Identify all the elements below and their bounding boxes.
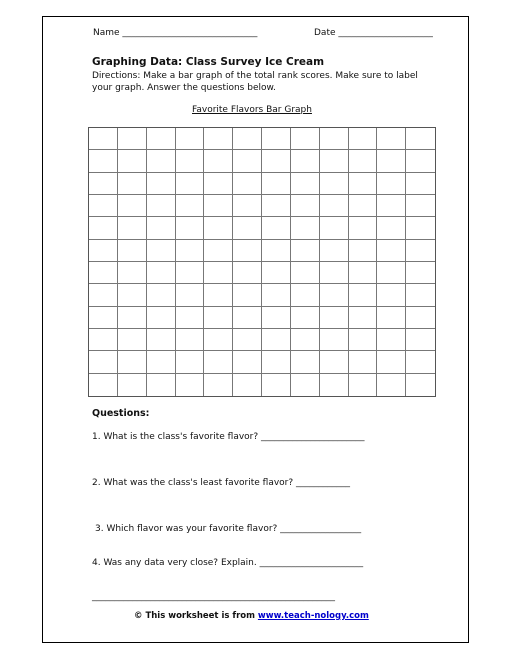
- grid-cell: [147, 217, 176, 239]
- grid-cell: [320, 262, 349, 284]
- grid-cell: [89, 307, 118, 329]
- grid-cell: [377, 173, 406, 195]
- grid-cell: [349, 128, 378, 150]
- grid-cell: [233, 128, 262, 150]
- grid-cell: [176, 351, 205, 373]
- grid-cell: [262, 240, 291, 262]
- grid-cell: [204, 128, 233, 150]
- questions-heading: Questions:: [92, 408, 150, 419]
- grid-cell: [406, 128, 435, 150]
- grid-cell: [118, 329, 147, 351]
- grid-cell: [349, 150, 378, 172]
- grid-cell: [320, 173, 349, 195]
- grid-cell: [377, 128, 406, 150]
- grid-cell: [233, 217, 262, 239]
- grid-cell: [291, 284, 320, 306]
- grid-cell: [147, 374, 176, 396]
- grid-cell: [204, 284, 233, 306]
- grid-cell: [233, 284, 262, 306]
- grid-cell: [176, 374, 205, 396]
- grid-cell: [233, 195, 262, 217]
- grid-cell: [118, 173, 147, 195]
- grid-cell: [291, 150, 320, 172]
- grid-cell: [406, 351, 435, 373]
- grid-cell: [262, 262, 291, 284]
- grid-cell: [176, 307, 205, 329]
- grid-cell: [147, 284, 176, 306]
- grid-cell: [204, 374, 233, 396]
- grid-cell: [349, 195, 378, 217]
- grid-cell: [118, 217, 147, 239]
- grid-cell: [291, 351, 320, 373]
- grid-cell: [349, 240, 378, 262]
- grid-cell: [118, 374, 147, 396]
- grid-cell: [147, 128, 176, 150]
- grid-cell: [89, 374, 118, 396]
- grid-cell: [377, 150, 406, 172]
- grid-cell: [406, 329, 435, 351]
- footer-credit: [134, 611, 369, 621]
- grid-cell: [320, 307, 349, 329]
- grid-cell: [291, 195, 320, 217]
- grid-cell: [406, 173, 435, 195]
- grid-cell: [262, 173, 291, 195]
- grid-cell: [349, 351, 378, 373]
- grid-cell: [262, 329, 291, 351]
- grid-cell: [377, 217, 406, 239]
- question-3: 3. Which flavor was your favorite flavor? __________________: [95, 524, 362, 534]
- grid-cell: [233, 329, 262, 351]
- grid-cell: [262, 150, 291, 172]
- grid-cell: [147, 351, 176, 373]
- grid-cell: [118, 351, 147, 373]
- grid-cell: [204, 307, 233, 329]
- question-1: 1. What is the class's favorite flavor? _______________________: [92, 432, 365, 442]
- grid-cell: [291, 307, 320, 329]
- grid-cell: [147, 173, 176, 195]
- grid-cell: [349, 217, 378, 239]
- grid-cell: [262, 284, 291, 306]
- grid-cell: [262, 217, 291, 239]
- grid-cell: [291, 173, 320, 195]
- grid-cell: [262, 195, 291, 217]
- grid-cell: [89, 262, 118, 284]
- grid-cell: [204, 217, 233, 239]
- grid-cell: [233, 173, 262, 195]
- grid-cell: [118, 307, 147, 329]
- grid-cell: [204, 173, 233, 195]
- date-field: Date _____________________: [314, 28, 433, 38]
- grid-cell: [204, 195, 233, 217]
- grid-cell: [176, 128, 205, 150]
- directions-text: Directions: Make a bar graph of the total rank scores. Make sure to label your graph. Answer the questions below.: [92, 71, 418, 93]
- grid-cell: [89, 329, 118, 351]
- grid-cell: [349, 374, 378, 396]
- grid-cell: [406, 307, 435, 329]
- grid-cell: [118, 128, 147, 150]
- grid-cell: [204, 240, 233, 262]
- grid-cell: [176, 217, 205, 239]
- grid-cell: [89, 173, 118, 195]
- grid-cell: [176, 195, 205, 217]
- worksheet-title: Graphing Data: Class Survey Ice Cream: [92, 56, 325, 68]
- grid-cell: [204, 262, 233, 284]
- grid-cell: [147, 240, 176, 262]
- question-4: 4. Was any data very close? Explain. _______________________: [92, 558, 364, 568]
- grid-cell: [377, 351, 406, 373]
- graph-title: Favorite Flavors Bar Graph: [192, 105, 312, 115]
- grid-cell: [233, 307, 262, 329]
- grid-cell: [233, 374, 262, 396]
- grid-cell: [377, 307, 406, 329]
- grid-cell: [291, 262, 320, 284]
- grid-cell: [291, 217, 320, 239]
- grid-cell: [377, 240, 406, 262]
- grid-cell: [406, 262, 435, 284]
- grid-cell: [89, 284, 118, 306]
- grid-cell: [320, 351, 349, 373]
- grid-cell: [147, 195, 176, 217]
- grid-cell: [118, 262, 147, 284]
- grid-cell: [204, 329, 233, 351]
- grid-cell: [320, 374, 349, 396]
- grid-cell: [89, 128, 118, 150]
- grid-cell: [147, 329, 176, 351]
- name-field: Name ______________________________: [93, 28, 258, 38]
- grid-cell: [233, 262, 262, 284]
- question-2: 2. What was the class's least favorite flavor? ____________: [92, 478, 351, 488]
- grid-cell: [349, 262, 378, 284]
- grid-cell: [233, 240, 262, 262]
- grid-cell: [118, 240, 147, 262]
- grid-cell: [262, 128, 291, 150]
- grid-cell: [377, 195, 406, 217]
- grid-cell: [349, 307, 378, 329]
- grid-cell: [406, 217, 435, 239]
- grid-cell: [233, 351, 262, 373]
- grid-cell: [320, 217, 349, 239]
- grid-cell: [118, 195, 147, 217]
- grid-cell: [176, 150, 205, 172]
- grid-cell: [406, 240, 435, 262]
- answer-line: ______________________________________________________: [92, 592, 335, 602]
- grid-cell: [262, 351, 291, 373]
- grid-cell: [291, 128, 320, 150]
- footer-link[interactable]: www.teach-nology.com: [257, 611, 369, 621]
- grid-cell: [176, 284, 205, 306]
- grid-cell: [320, 284, 349, 306]
- grid-cell: [176, 262, 205, 284]
- grid-cell: [262, 374, 291, 396]
- grid-cell: [320, 240, 349, 262]
- grid-cell: [89, 351, 118, 373]
- grid-cell: [89, 150, 118, 172]
- grid-cell: [118, 150, 147, 172]
- grid-cell: [291, 240, 320, 262]
- grid-cell: [262, 307, 291, 329]
- grid-cell: [349, 284, 378, 306]
- grid-cell: [147, 307, 176, 329]
- grid-cell: [377, 329, 406, 351]
- grid-cell: [204, 351, 233, 373]
- grid-cell: [349, 329, 378, 351]
- grid-cell: [320, 128, 349, 150]
- grid-cell: [349, 173, 378, 195]
- grid-cell: [118, 284, 147, 306]
- footer-prefix: © This worksheet is from: [134, 611, 258, 621]
- grid-cell: [406, 150, 435, 172]
- grid-cell: [320, 329, 349, 351]
- grid-cell: [89, 217, 118, 239]
- grid-cell: [377, 284, 406, 306]
- grid-cell: [377, 262, 406, 284]
- grid-cell: [89, 195, 118, 217]
- grid-cell: [147, 150, 176, 172]
- grid-cell: [406, 374, 435, 396]
- bar-graph-grid: [88, 127, 436, 397]
- grid-cell: [291, 329, 320, 351]
- grid-cell: [204, 150, 233, 172]
- grid-cell: [89, 240, 118, 262]
- grid-cell: [291, 374, 320, 396]
- grid-cell: [147, 262, 176, 284]
- grid-cell: [176, 329, 205, 351]
- grid-cell: [233, 150, 262, 172]
- grid-cell: [176, 173, 205, 195]
- grid-cell: [406, 284, 435, 306]
- grid-cell: [377, 374, 406, 396]
- grid-cell: [176, 240, 205, 262]
- grid-cell: [406, 195, 435, 217]
- grid-cell: [320, 150, 349, 172]
- grid-cell: [320, 195, 349, 217]
